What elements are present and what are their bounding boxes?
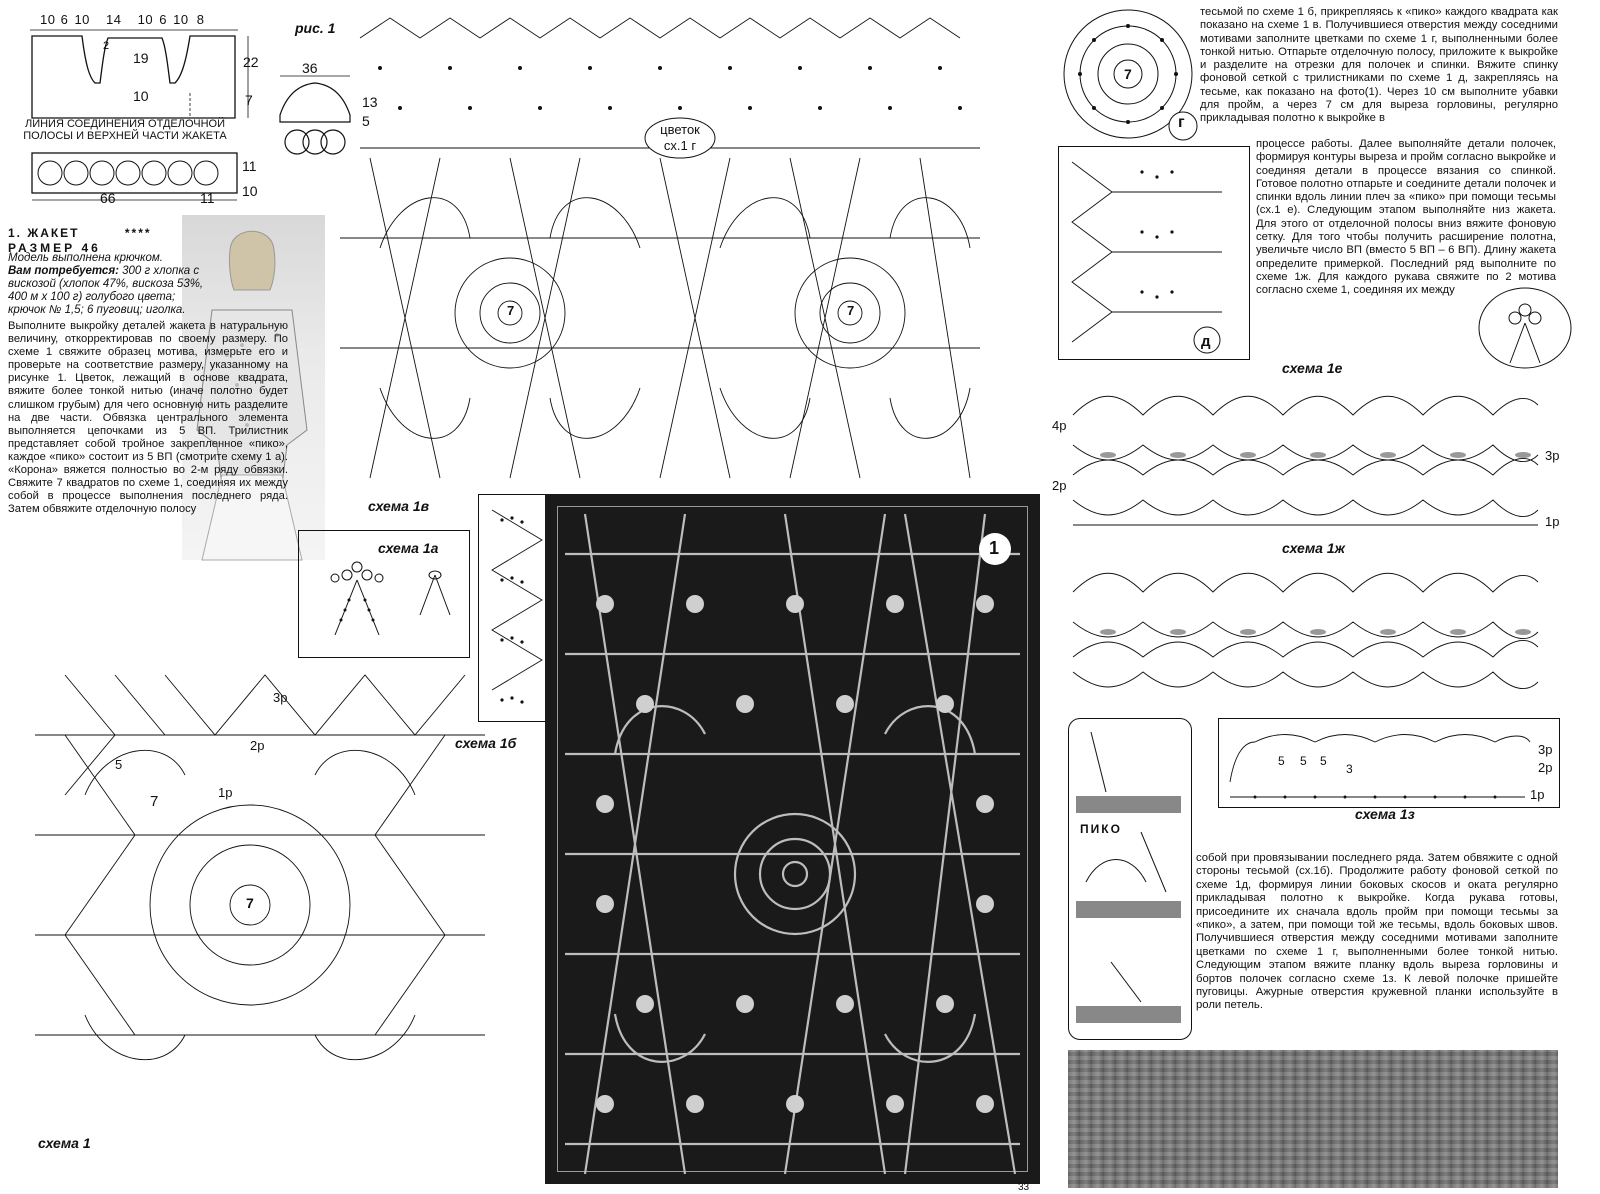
right-text-bottom: собой при провязывании последнего ряда. Затем обвяжите с одной стороны тесьмой (сх.1б). Продолжите работу фоновой сеткой по схеме 1д, формируя линии боковых скосов и оката регулярно прикладывая полотно к выкройке. Когда рукава готовы, присоедините их сначала вдоль пройм при помощи тесьмы за «пико», а затем, при помощи той же тесьмы, вдоль боковых швов. Получившиеся отверстия между соседними мотивами заполните цветками по схеме 1 г, выполненными более тонкой нитью. Следующим этапом вяжите планку вдоль выреза горловины и бортов полочек согласно схеме 1з. К левой полочке пришейте пуговицы. Ажурные отверстия кружевной планки используйте в роли петель.: [1196, 852, 1558, 1012]
scheme-1v-caption: схема 1в: [368, 498, 430, 514]
dim-top-4: 14: [106, 12, 122, 27]
lace-photo: [545, 494, 1040, 1184]
sleeve-dim-5: 5: [362, 113, 370, 129]
photo-number: 1: [989, 538, 1000, 558]
article-size: РАЗМЕР 46: [8, 241, 101, 255]
dim-top-3: 10: [74, 12, 90, 27]
scheme1v-7-left: 7: [507, 303, 515, 318]
scheme1b-7-center: 7: [246, 895, 254, 911]
dim-11-side: 11: [242, 158, 257, 174]
dim-10: 10: [133, 88, 149, 104]
scheme1z-3: 3: [1346, 762, 1353, 776]
scheme1e-2p: 2р: [1052, 478, 1067, 493]
scheme-1e-diagram: [1068, 385, 1538, 535]
scheme1b-2p: 2р: [250, 738, 265, 753]
scheme-1b-caption: схема 1б: [455, 735, 517, 751]
dim-top-1: 10: [40, 12, 56, 27]
scheme1e-1p: 1р: [1545, 514, 1560, 529]
dim-66: 66: [100, 190, 116, 206]
scheme-1e-caption: схема 1е: [1282, 360, 1343, 376]
scheme-1zh-diagram: [1068, 562, 1538, 702]
right-text-middle: процессе работы. Далее выполняйте детали полочек, формируя контуры выреза и пройм согласно выкройке и соединяя детали в процессе вязания со спинкой. Готовое полотно отпарьте и соедините детали полочек и спинки вдоль линии плеч за «пико» при помощи тесьмы (сх.1 е). Следующим этапом выполняйте низ жакета. Для этого от отделочной полосы вниз вяжите фоновую сетку. Для того чтобы получить расширение полотна, увеличьте число ВП (вместо 5 ВП – 6 ВП). Длину жакета определите примеркой. Последний ряд выполните по схеме 1ж. Для каждого рукава свяжите по 2 мотива согласно схеме 1, соединяя их между: [1256, 138, 1556, 297]
scheme1b-1p: 1р: [218, 785, 233, 800]
scheme1z-5b: 5: [1300, 754, 1307, 768]
needs-label: Вам потребуется:: [8, 265, 119, 277]
page-number: 33: [1018, 1182, 1030, 1193]
sleeve-dim-36: 36: [302, 60, 318, 76]
scheme1b-7-corner: 7: [150, 793, 159, 810]
scheme-1a-caption: схема 1а: [378, 540, 439, 556]
dim-top-8: 8: [196, 12, 205, 27]
scheme-1-caption: схема 1: [38, 1135, 91, 1151]
scheme1b-3p: 3р: [273, 690, 288, 705]
scheme-1b-diagram: [15, 665, 495, 1095]
scheme1v-7-right: 7: [847, 303, 855, 318]
scheme-1d-letter: д: [1201, 333, 1211, 350]
jacket-pattern-outline: [10, 8, 280, 213]
scheme1g-7: 7: [1124, 66, 1132, 82]
dim-top-7: 10: [173, 12, 189, 27]
piko-label: ПИКО: [1080, 822, 1122, 836]
dim-top-2: 6: [60, 12, 69, 27]
scheme1z-2p: 2р: [1538, 760, 1553, 775]
scheme-1z-caption: схема 1з: [1355, 806, 1415, 822]
scheme1z-3p: 3р: [1538, 742, 1553, 757]
scheme1z-5a: 5: [1278, 754, 1285, 768]
sleeve-dim-13: 13: [362, 94, 378, 110]
scheme1z-1p: 1р: [1530, 787, 1545, 802]
scheme-1zh-caption: схема 1ж: [1282, 540, 1345, 556]
article-title: 1. ЖАКЕТ: [8, 226, 80, 240]
dim-19: 19: [133, 50, 149, 66]
scheme-1g-letter: г: [1178, 114, 1185, 131]
trefoil-detail: [1475, 278, 1575, 378]
join-line-caption: ЛИНИЯ СОЕДИНЕНИЯ ОТДЕЛОЧНОЙ ПОЛОСЫ И ВЕРХНЕЙ ЧАСТИ ЖАКЕТА: [23, 118, 227, 142]
trefoil-diagram: [305, 545, 465, 645]
difficulty-stars: ****: [124, 226, 152, 240]
scheme1b-5: 5: [115, 757, 123, 772]
scheme-1d-diagram: [1062, 152, 1242, 352]
article-subtitle: Модель выполнена крючком.: [8, 252, 163, 264]
scheme1z-5c: 5: [1320, 754, 1327, 768]
scheme1e-3p: 3р: [1545, 448, 1560, 463]
scheme-1z-diagram: [1225, 722, 1545, 802]
dim-11-bottom: 11: [200, 190, 215, 206]
dim-2: 2: [103, 40, 110, 52]
dim-10-side: 10: [242, 183, 258, 199]
scheme-1v-diagram: [340, 8, 980, 493]
hook-technique-illustration: [1071, 722, 1187, 1032]
right-text-top: тесьмой по схеме 1 б, прикрепляясь к «пико» каждого квадрата как показано на схеме 1 в. Получившиеся отверстия между соседними мотивами заполните цветками по схеме 1 г, выполненными более тонкой нитью. Отпарьте отделочную полосу, приложите к выкройке и разделите на отрезки для полочек и спинки. Вяжите спинку фоновой сеткой с трилистниками по схеме 1 д, закрепляясь на тесьме, как показано на фото(1). Через 10 см выполните убавки для пройм, а через 7 см для выреза горловины, регулярно прикладывая полотно к выкройке в: [1200, 6, 1558, 125]
scheme1e-4p: 4р: [1052, 418, 1067, 433]
knit-photo: [1068, 1050, 1558, 1188]
dim-top-6: 6: [159, 12, 167, 27]
dim-22: 22: [243, 54, 259, 70]
needs-text: 300 г хлопка с вискозой (хлопок 47%, вискоза 53%, 400 м х 100 г) голубого цвета; крючок № 1,5; 6 пуговиц; иголка.: [8, 265, 204, 316]
dim-top-5: 10: [137, 12, 154, 27]
dim-7: 7: [245, 92, 253, 108]
article-body-left: Выполните выкройку деталей жакета в натуральную величину, откорректировав по своему размеру. По схеме 1 свяжите образец мотива, измерьте его и проверьте на соответствие размеру, указанному на рисунке 1. Цветок, лежащий в основе квадрата, вяжите более тонкой нитью (иначе полотно будет слишком грубым) для чего основную нить разделите на две части. Обвязка центрального элемента выполняется цепочками из 5 ВП. Трилистник представляет собой тройное закрепленное «пико», каждое «пико» состоит из 5 ВП (смотрите схему 1 а). «Корона» вяжется полностью во 2-м ряду обвязки. Свяжите 7 квадратов по схеме 1, соединяя их между собой в процессе выполнения последнего ряда. Затем обвяжите отделочную полосу: [8, 320, 288, 516]
fig1-caption: рис. 1: [295, 20, 336, 36]
flower-callout: цветок сх.1 г: [660, 122, 700, 153]
